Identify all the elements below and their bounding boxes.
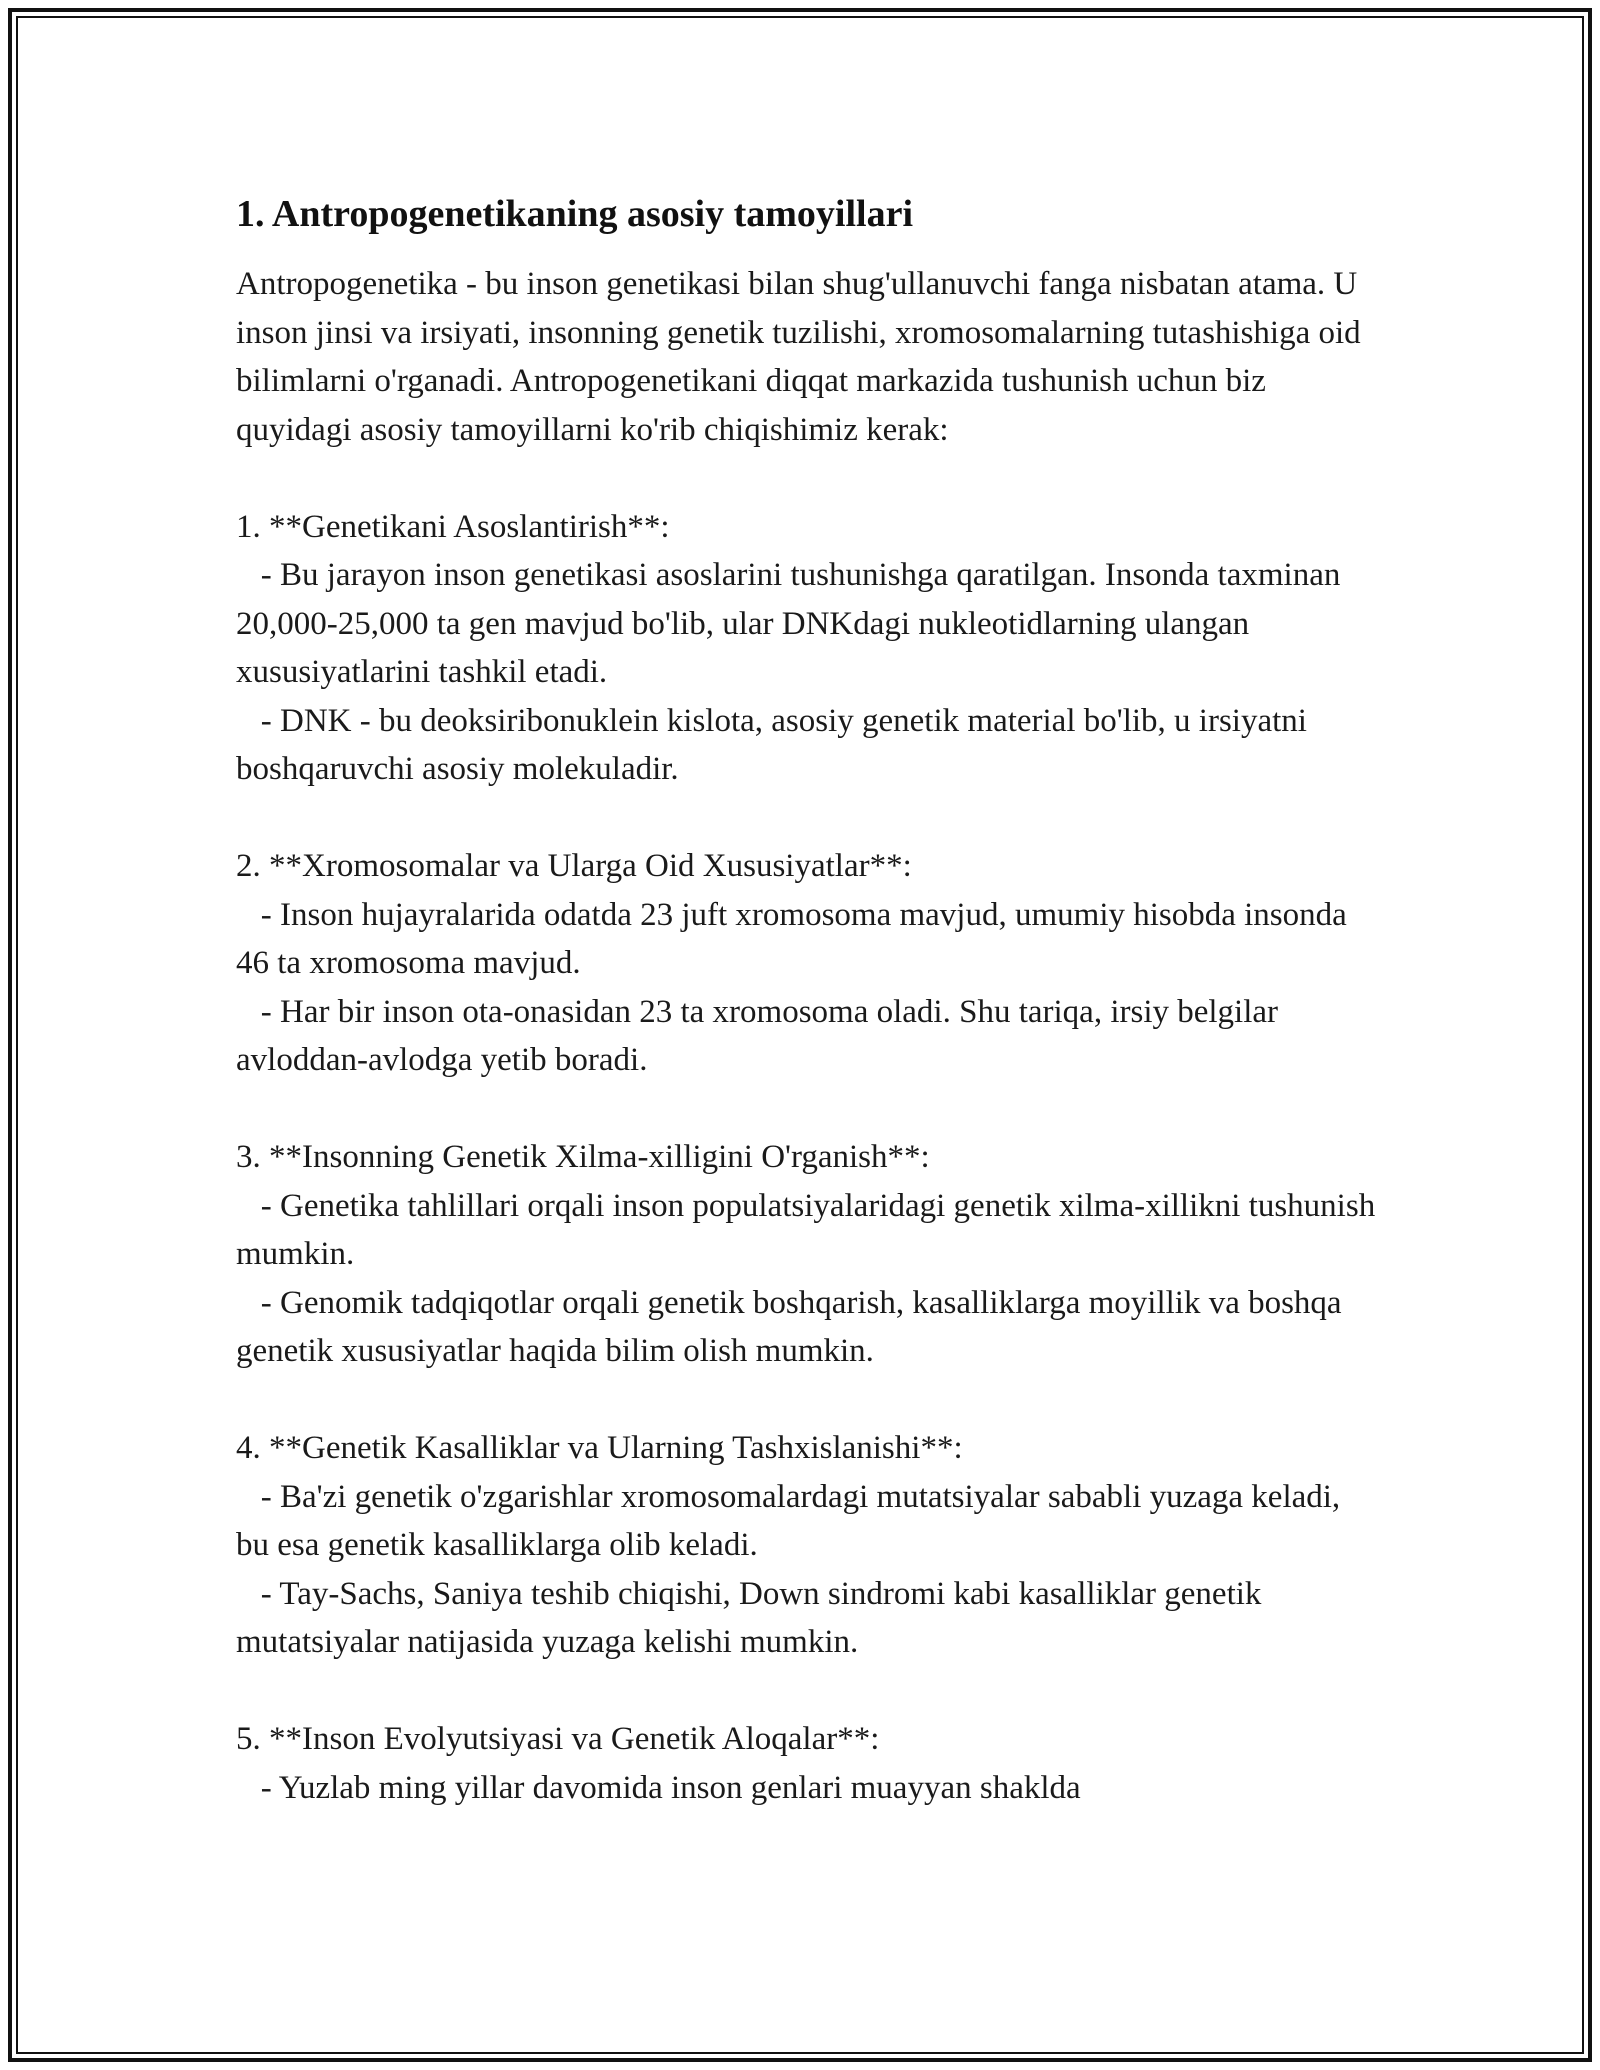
section-bullet: - Ba'zi genetik o'zgarishlar xromosomalardagi mutatsiyalar sababli yuzaga keladi, bu esa genetik kasalliklarga olib keladi. bbox=[236, 1478, 1349, 1563]
document-body bbox=[236, 188, 1384, 1812]
section-bullet: - Yuzlab ming yillar davomida inson genlari muayyan shaklda bbox=[236, 1769, 1081, 1806]
section-bullet: - Tay-Sachs, Saniya teshib chiqishi, Down sindromi kabi kasalliklar genetik mutatsiyalar natijasida yuzaga kelishi mumkin. bbox=[236, 1575, 1270, 1660]
section-bullet: - DNK - bu deoksiribonuklein kislota, asosiy genetik material bo'lib, u irsiyatni boshqaruvchi asosiy molekuladir. bbox=[236, 702, 1316, 787]
page-title: 1. Antropogenetikaning asosiy tamoyillari bbox=[236, 193, 914, 235]
section-3 bbox=[236, 1133, 1384, 1376]
intro-paragraph: Antropogenetika - bu inson genetikasi bilan shug'ullanuvchi fanga nisbatan atama. U inson jinsi va irsiyati, insonning genetik tuzilishi, xromosomalarning tutashishiga oid bilimlarni o'rganadi. Antropogenetikani diqqat markazida tushunish uchun biz quyidagi asosiy tamoyillarni ko'rib chiqishimiz kerak: bbox=[236, 266, 1369, 448]
section-heading: 1. **Genetikani Asoslantirish**: bbox=[236, 508, 670, 545]
section-heading: 2. **Xromosomalar va Ularga Oid Xususiyatlar**: bbox=[236, 848, 912, 884]
section-bullet: - Har bir inson ota-onasidan 23 ta xromosoma oladi. Shu tariqa, irsiy belgilar avloddan-avlodga yetib boradi. bbox=[236, 993, 1287, 1078]
section-2 bbox=[236, 842, 1376, 1085]
section-heading: 5. **Inson Evolyutsiyasi va Genetik Aloqalar**: bbox=[236, 1721, 880, 1757]
section-bullet: - Bu jarayon inson genetikasi asoslarini tushunishga qaratilgan. Insonda taxminan 20,000-25,000 ta gen mavjud bo'lib, ular DNKdagi nukleotidlarning ulangan xususiyatlarini tashkil etadi. bbox=[236, 557, 1349, 690]
section-heading: 4. **Genetik Kasalliklar va Ularning Tashxislanishi**: bbox=[236, 1430, 963, 1466]
section-bullet: - Genomik tadqiqotlar orqali genetik boshqarish, kasalliklarga moyillik va boshqa genetik xususiyatlar haqida bilim olish mumkin. bbox=[236, 1284, 1350, 1369]
section-heading: 3. **Insonning Genetik Xilma-xilligini O'rganish**: bbox=[236, 1139, 930, 1175]
section-1 bbox=[236, 503, 1376, 794]
section-bullet: - Genetika tahlillari orqali inson populatsiyalaridagi genetik xilma-xillikni tushunish mumkin. bbox=[236, 1187, 1384, 1272]
section-5 bbox=[236, 1715, 1376, 1812]
section-bullet: - Inson hujayralarida odatda 23 juft xromosoma mavjud, umumiy hisobda insonda 46 ta xromosoma mavjud. bbox=[236, 896, 1356, 981]
section-4 bbox=[236, 1424, 1376, 1667]
